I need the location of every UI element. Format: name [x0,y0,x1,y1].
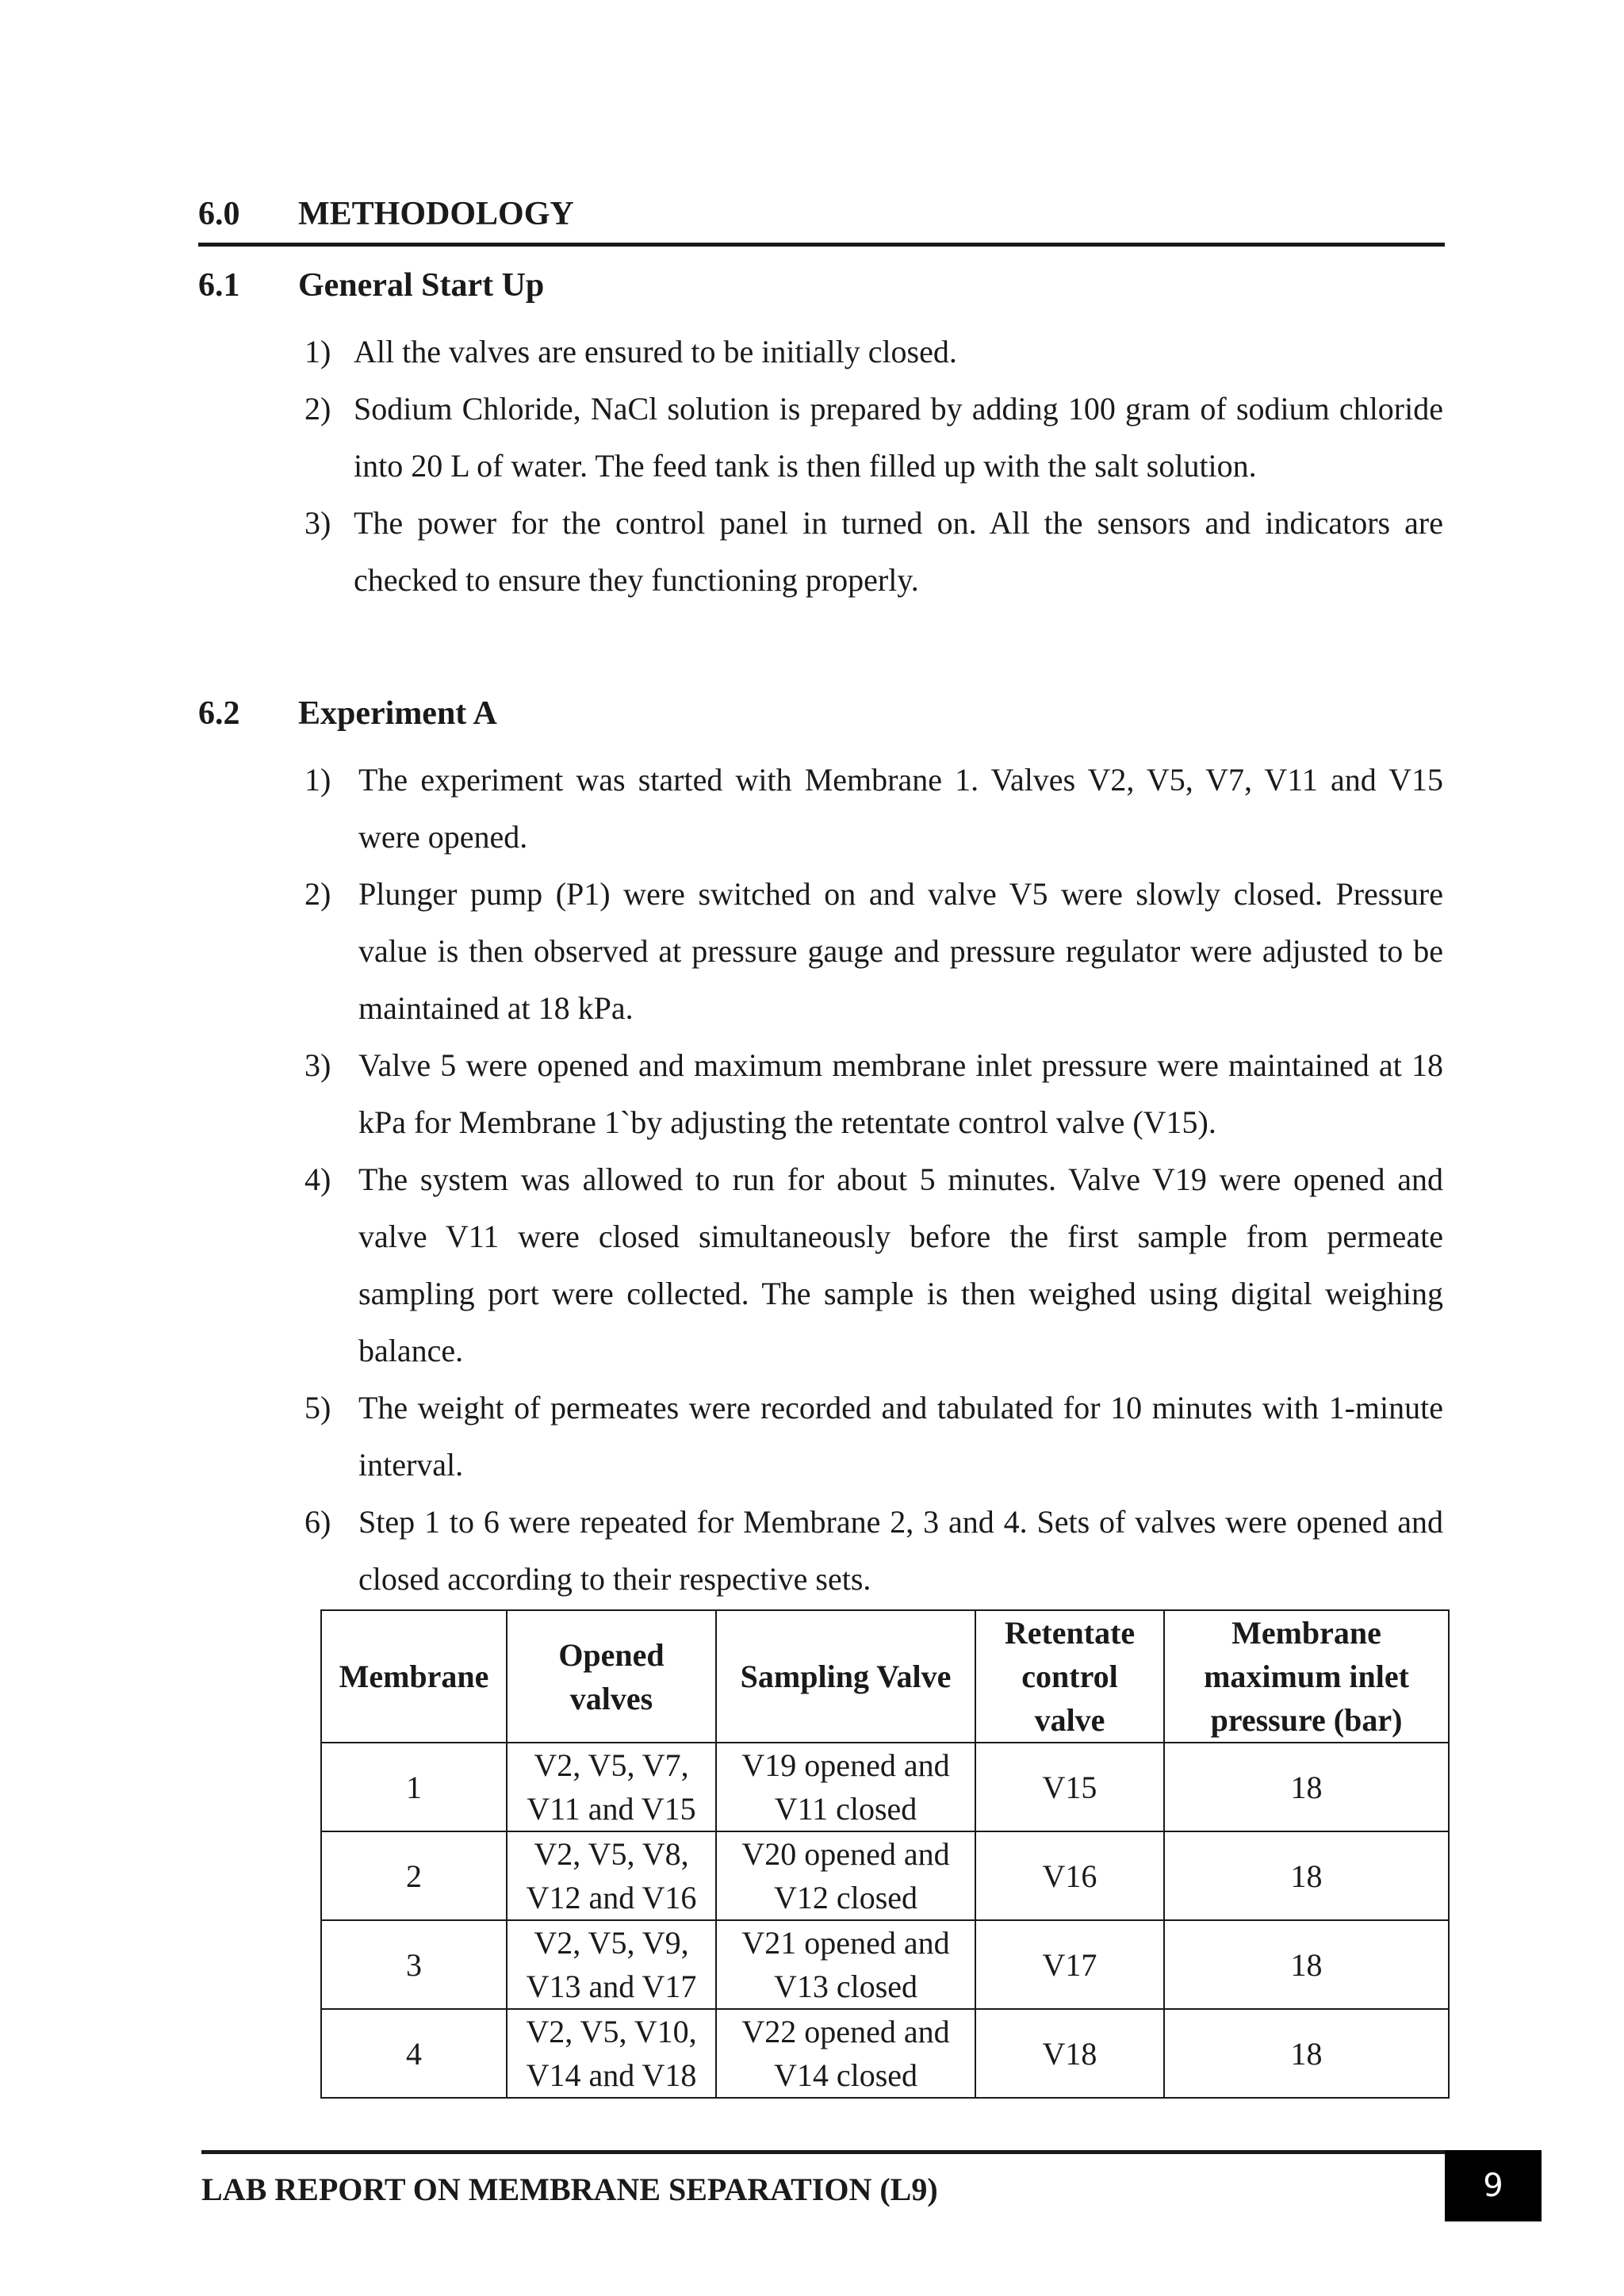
general-start-up-steps [304,323,1443,609]
subsection-title: Experiment A [298,695,497,732]
step-number: 3) [304,505,331,541]
step-number: 2) [304,391,331,427]
table-cell: 18 [1164,2009,1449,2098]
section-title: METHODOLOGY [298,196,574,232]
step-number: 1) [304,334,331,369]
subsection-heading-experiment-a [198,695,1445,734]
column-header: Membrane [321,1610,507,1743]
table-cell: V17 [975,1920,1164,2009]
list-item [304,381,1443,495]
step-text: All the valves are ensured to be initially closed. [354,334,957,369]
table-cell: V16 [975,1831,1164,1920]
subsection-number: 6.2 [198,695,240,732]
column-header: Opened valves [507,1610,716,1743]
step-text: The system was allowed to run for about 5 minutes. Valve V19 were opened and valve V11 were closed simultaneously before the first sample from permeate sampling port were collected. The sample is then weighed using digital weighing balance. [358,1161,1443,1368]
step-number: 6) [304,1504,331,1540]
table-cell: 2 [321,1831,507,1920]
step-number: 3) [304,1047,331,1083]
table-cell: V2, V5, V7, V11 and V15 [507,1743,716,1831]
table-row [321,1743,1449,1831]
table-cell: 18 [1164,1920,1449,2009]
table-cell: V22 opened and V14 closed [716,2009,975,2098]
table-cell: V19 opened and V11 closed [716,1743,975,1831]
column-header: Sampling Valve [716,1610,975,1743]
table-cell: V18 [975,2009,1164,2098]
list-item [304,1151,1443,1380]
list-item [304,752,1443,866]
table-cell: V21 opened and V13 closed [716,1920,975,2009]
subsection-number: 6.1 [198,267,240,304]
step-number: 4) [304,1161,331,1197]
list-item [304,323,1443,381]
subsection-title: General Start Up [298,267,545,304]
step-text: Step 1 to 6 were repeated for Membrane 2, 3 and 4. Sets of valves were opened and closed according to their respective sets. [358,1504,1443,1597]
table-cell: 1 [321,1743,507,1831]
list-item [304,1380,1443,1494]
section-heading [198,195,1445,247]
table-cell: V20 opened and V12 closed [716,1831,975,1920]
footer-title: LAB REPORT ON MEMBRANE SEPARATION (L9) [201,2172,938,2207]
table-cell: 18 [1164,1743,1449,1831]
valve-settings-table [320,1609,1450,2099]
experiment-a-steps [304,752,1443,1608]
step-number: 2) [304,876,331,912]
step-text: Sodium Chloride, NaCl solution is prepared by adding 100 gram of sodium chloride into 20 L of water. The feed tank is then filled up with the salt solution. [354,391,1443,484]
step-number: 5) [304,1390,331,1425]
footer-divider [201,2150,1445,2154]
list-item [304,1037,1443,1151]
step-text: The power for the control panel in turned on. All the sensors and indicators are checked to ensure they functioning properly. [354,505,1443,598]
page-number: 9 [1445,2150,1542,2221]
table-cell: 4 [321,2009,507,2098]
step-text: Valve 5 were opened and maximum membrane inlet pressure were maintained at 18 kPa for Membrane 1`by adjusting the retentate control valve (V15). [358,1047,1443,1140]
table-cell: 18 [1164,1831,1449,1920]
table-header-row [321,1610,1449,1743]
table-row [321,2009,1449,2098]
step-text: Plunger pump (P1) were switched on and valve V5 were slowly closed. Pressure value is then observed at pressure gauge and pressure regulator were adjusted to be maintained at 18 kPa. [358,876,1443,1026]
list-item [304,866,1443,1037]
table-cell: V15 [975,1743,1164,1831]
table-row [321,1920,1449,2009]
list-item [304,495,1443,609]
table-cell: V2, V5, V8, V12 and V16 [507,1831,716,1920]
table-row [321,1831,1449,1920]
list-item [304,1494,1443,1608]
subsection-heading-general-start-up [198,266,1445,306]
column-header: Membrane maximum inlet pressure (bar) [1164,1610,1449,1743]
step-text: The experiment was started with Membrane 1. Valves V2, V5, V7, V11 and V15 were opened. [358,762,1443,855]
table-cell: V2, V5, V9, V13 and V17 [507,1920,716,2009]
step-text: The weight of permeates were recorded and tabulated for 10 minutes with 1-minute interval. [358,1390,1443,1483]
column-header: Retentate control valve [975,1610,1164,1743]
table-cell: 3 [321,1920,507,2009]
table-cell: V2, V5, V10, V14 and V18 [507,2009,716,2098]
step-number: 1) [304,762,331,798]
section-number: 6.0 [198,196,240,232]
